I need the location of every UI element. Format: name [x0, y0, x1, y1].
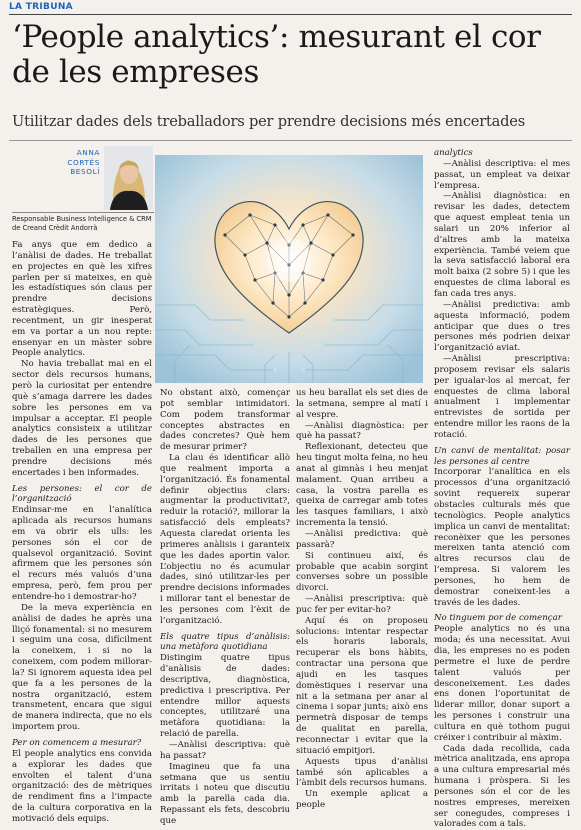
subheading: Els quatre tipus d’anàlisis: una metàfora quotidiana	[160, 631, 290, 653]
paragraph: analytics	[434, 148, 473, 158]
top-rule	[9, 14, 572, 15]
author-last-name-1: CORTÉS	[67, 157, 100, 167]
subtitle: Utilitzar dades dels treballadors per prendre decisions més encertades	[12, 113, 526, 130]
paragraph: —Anàlisi diagnòstica: en revisar les dades, detectem que aquest empleat tenia un salari un 20% inferior al d’altres amb la mateixa experiència. També veiem que la seva satisfacció laboral era molt baixa (2 sobre 5) i que les enquestes de clima laboral es fan cada tres anys.	[434, 191, 570, 299]
column-1	[12, 240, 152, 825]
paragraph: —Anàlisi predictiva: què passarà?	[296, 528, 428, 550]
paragraph: us heu barallat els set dies de la setmana, sempre al matí i al vespre.	[296, 388, 428, 420]
paragraph: —Anàlisi prescriptiva: proposem revisar els salaris per igualar-los al mercat, fer enquestes de clima laboral anualment i implementar entrevistes de sortida per entendre millor les raons de la rotació.	[434, 354, 570, 440]
column-4	[434, 148, 570, 830]
paragraph: Imagineu que fa una setmana que us sentiu irritats i noteu que discutiu amb la parella cada dia. Repassant els fets, descobriu que	[160, 761, 290, 826]
author-photo	[104, 146, 153, 210]
subheading: Per on comencem a mesurar?	[12, 737, 142, 748]
paragraph: —Anàlisi predictiva: amb aquesta informació, podem anticipar que dues o tres persones més podrien deixar l’organització aviat.	[434, 299, 570, 354]
paragraph: Fa anys que em dedico a l’anàlisi de dades. He treballat en projectes en què les xifres parlen per si mateixes, en què les estadístiques són claus per prendre decisions estratègiques. Però, recentment, un gir inesperat em va portar a un nou repte: ensenyar en un màster sobre People analytics.	[12, 240, 152, 359]
subtitle-rule	[9, 140, 572, 141]
paragraph: No havia treballat mai en el sector dels recursos humans, però la curiositat per entendre què s’amaga darrere les dades sobre les persones em va impulsar a acceptar. El people analytics consisteix a utilitzar dades de les persones que treballen en una empresa per prendre decisions més encertades i ben informades.	[12, 359, 152, 478]
column-3	[296, 388, 428, 811]
headline: ‘People analytics’: mesurant el cor de les empreses	[12, 19, 541, 90]
author-last-name-2: BESOLÍ	[70, 167, 100, 177]
paragraph: El people analytics ens convida a explorar les dades que envolten el talent d’una organització: des de mètriques de rendiment fins a l’impacte de la cultura corporativa en la motivació dels equips.	[12, 748, 152, 824]
paragraph: Reflexionant, detecteu que heu tingut molta feina, no heu anat al gimnàs i heu menjat malament. Quan arribeu a casa, la vostra parella es queixa de carregar amb totes les tasques familiars, i això incrementa la tensió.	[296, 442, 428, 529]
paragraph: Si continueu així, és probable que acabin sorgint converses sobre un possible divorci.	[296, 550, 428, 594]
author-rule	[12, 212, 154, 213]
paragraph: —Anàlisi descriptiva: el mes passat, un empleat va deixar l’empresa.	[434, 158, 570, 191]
subheading: No tinguem por de començar	[434, 613, 562, 624]
author-name	[44, 148, 100, 177]
paragraph: People analytics no és una moda; és una necessitat. Avui dia, les empreses no es poden permetre el luxe de perdre talent valuós per desconeixement. Les dades ens donen l’oportunitat de liderar millor, donar suport a les persones i construir una cultura en què tothom pugui créixer i contribuir al màxim.	[434, 624, 570, 743]
paragraph: Incorporar l’analítica en els processos d’una organització sovint requereix superar obstacles culturals més que tecnològics. People analytics implica un canvi de mentalitat: reconèixer que les persones mereixen tanta atenció com altres recursos clau de l’empresa. Si valorem les persones, ho hem de demostrar coneixent-les a través de les dades.	[434, 467, 570, 608]
paragraph: —Anàlisi prescriptiva: què puc fer per evitar-ho?	[296, 594, 428, 615]
column-2	[160, 388, 290, 827]
paragraph: Distingim quatre tipus d’anàlisis de dades: descriptiva, diagnòstica, predictiva i prescriptiva. Per entendre millor aquests conceptes, utilitzaré una metàfora quotidiana: la relació de parella.	[160, 653, 290, 740]
hero-image	[155, 155, 423, 383]
subheading: Un canvi de mentalitat: posar les persones al centre	[434, 445, 570, 467]
paragraph: Cada dada recollida, cada mètrica analitzada, ens apropa a una cultura empresarial més humana i pròspera. Si les persones són el cor de les nostres empreses, mereixen ser conegudes, compreses i valorades com a tals.	[434, 743, 570, 830]
paragraph: —Anàlisi descriptiva: què ha passat?	[160, 740, 290, 761]
paragraph: Aquí és on proposeu solucions: intentar respectar els horaris laborals, recuperar els bons hàbits, contractar una persona que ajudi en les tasques domèstiques i reservar una nit a la setmana per anar al cinema i sopar junts; això ens permetrà disposar de temps de qualitat en parella, reconnectar i evitar que la situació empitjori.	[296, 615, 428, 756]
paragraph: De la meva experiència en anàlisi de dades he après una lliçó fonamental: si no mesurem i seguim una cosa, difícilment la coneixem, i si no la coneixem, com podem millorar-la? Si ignorem aquesta idea pel que fa a les persones de la nostra organització, estem transmetent, encara que sigui de manera indirecta, que no els importem prou.	[12, 602, 152, 733]
paragraph: No obstant això, començar pot semblar intimidatori. Com podem transformar conceptes abstractes en dades concretes? Què hem de mesurar primer?	[160, 388, 290, 453]
paragraph: Endinsar-me en l’analítica aplicada als recursos humans em va obrir els ulls: les persones són el cor de qualsevol organització. Sovint afirmem que les persones són el recurs més valuós d’una empresa, però, fem prou per entendre-ho i demostrar-ho?	[12, 505, 152, 602]
paragraph: Un exemple aplicat a people	[296, 789, 428, 811]
paragraph: Aquests tipus d’anàlisi també són aplicables a l’àmbit dels recursos humans.	[296, 756, 428, 789]
author-first-name: ANNA	[76, 148, 100, 157]
paragraph: —Anàlisi diagnòstica: per què ha passat?	[296, 420, 428, 442]
author-role: Responsable Business Intelligence & CRM de Creand Crèdit Andorrà	[12, 215, 152, 232]
section-label: LA TRIBUNA	[9, 2, 73, 12]
paragraph: La clau és identificar allò que realment importa a l’organització. És fonamental definir objectius clars: augmentar la productivitat?, reduir la rotació?, millorar la satisfacció dels empleats? Aquesta claredat orienta les primeres anàlisis i garanteix que les dades aportin valor. L’objectiu no és acumular dades, sinó utilitzar-les per prendre decisions informades i millorar tant el benestar de les persones com l’èxit de l’organització.	[160, 453, 290, 626]
subheading: Les persones: el cor de l’organització	[12, 483, 152, 505]
